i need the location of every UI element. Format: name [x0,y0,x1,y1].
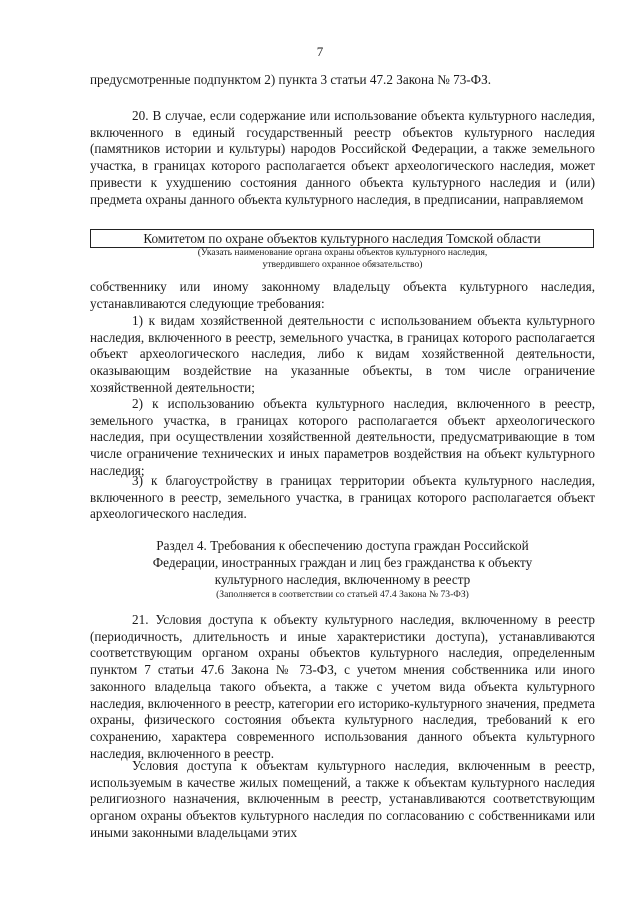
section-4-title-line-2: Федерации, иностранных граждан и лиц без гражданства к объекту [152,555,533,570]
paragraph-access-conditions: Условия доступа к объектам культурного наследия, включенным в реестр, используемым в качестве жилых помещений, а также к объектам культурного наследия религиозного назначения, включенным в реестр, устанавливаются соответствующим органом охраны объектов культурного наследия по согласованию с собственниками или иными законными владельцами этих [90,758,595,840]
section-4-title-line-3: культурного наследия, включенному в реестр [214,572,471,587]
page-number: 7 [316,44,324,59]
requirement-item-2: 2) к использованию объекта культурного наследия, включенного в реестр, земельного участка, в границах которого располагается объект археологического наследия, при осуществлении хозяйственной деятельности, предусматривающие в том числе ограничение технических и иных параметров воздействия на объект культурного наследия; [90,396,595,478]
authority-note-line-2: утвердившего охранное обязательство) [262,259,423,270]
requirement-item-1: 1) к видам хозяйственной деятельности с использованием объекта культурного наследия, включенного в реестр, земельного участка, в границах которого располагается объект археологического наследия, либо к видам хозяйственной деятельности, оказывающим воздействие на указанные объекты, в том числе ограничение хозяйственной деятельности; [90,313,595,395]
paragraph-20: 20. В случае, если содержание или использование объекта культурного наследия, включенного в единый государственный реестр объектов культурного наследия (памятников истории и культуры) народов Российской Федерации, а также земельного участка, в границах которого располагается объект археологического наследия, может привести к ухудшению состояния данного объекта культурного наследия и (или) предмета охраны данного объекта культурного наследия, в предписании, направляемом [90,108,595,207]
paragraph-21: 21. Условия доступа к объекту культурного наследия, включенному в реестр (периодичность, длительность и иные характеристики доступа), устанавливаются соответствующим органом охраны объектов культурного наследия, определенным пунктом 7 статьи 47.6 Закона № 73-ФЗ, с учетом мнения собственника или иного законного владельца такого объекта, а также с учетом вида объекта культурного наследия, включенного в реестр, категории его историко-культурного значения, предмета охраны, физического состояния объекта культурного наследия, требований к его сохранению, характера современного использования данного объекта культурного наследия, включенного в реестр. [90,612,595,761]
section-4-note: (Заполняется в соответствии со статьей 47.4 Закона № 73-ФЗ) [216,589,469,600]
paragraph-requirements-intro: собственнику или иному законному владельцу объекта культурного наследия, устанавливаются следующие требования: [90,279,595,311]
requirement-item-3: 3) к благоустройству в границах территории объекта культурного наследия, включенного в реестр, земельного участка, в границах которого располагается объект археологического наследия. [90,473,595,522]
paragraph-continuation: предусмотренные подпунктом 2) пункта 3 статьи 47.2 Закона № 73-ФЗ. [90,72,492,87]
authority-note-line-1: (Указать наименование органа охраны объектов культурного наследия, [197,247,488,258]
authority-name-box: Комитетом по охране объектов культурного наследия Томской области [90,229,594,248]
section-4-title-line-1: Раздел 4. Требования к обеспечению доступа граждан Российской [156,538,529,553]
